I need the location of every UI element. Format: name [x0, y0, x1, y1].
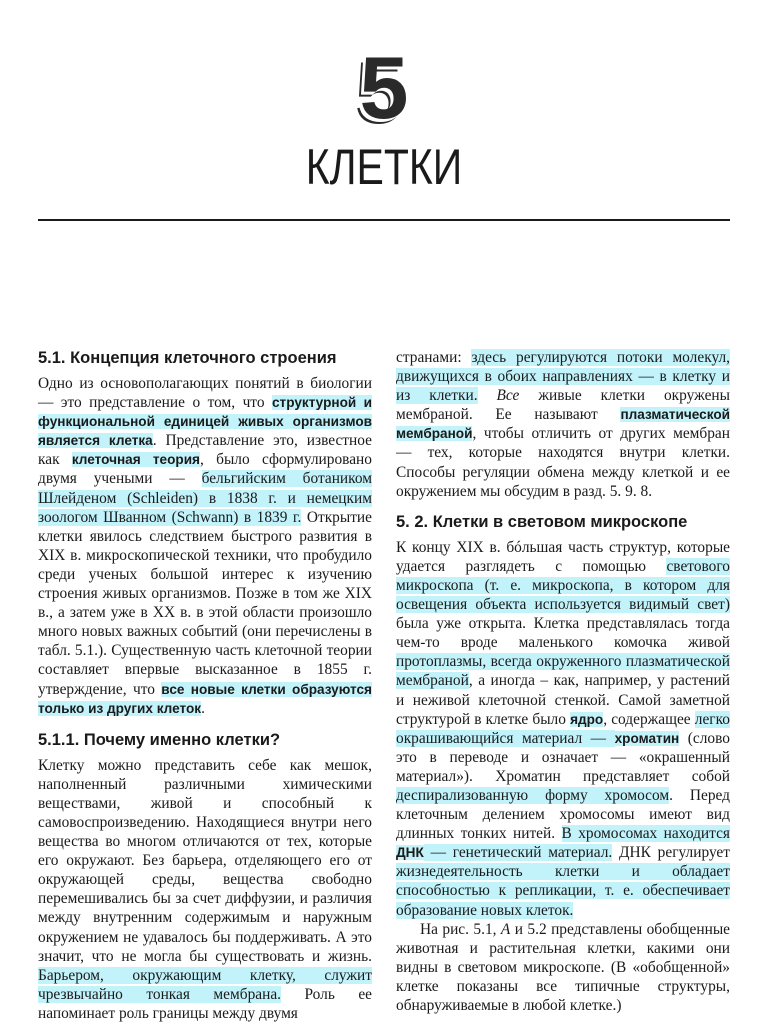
text-run: К концу XIX в. бóльшая часть структур, которые удается разглядеть с помощью: [396, 538, 730, 575]
text-run: .: [201, 699, 205, 717]
title-rule: [38, 219, 730, 221]
highlighted-text: светового микроскопа (т. е. микроскопа, в котором для освещения объекта используется видимый свет): [396, 557, 730, 614]
paragraph: [38, 756, 372, 1023]
section-heading-5-1: 5.1. Концепция клеточного строения: [38, 349, 337, 367]
paragraph: [396, 538, 730, 920]
paragraph: [396, 348, 730, 501]
chapter-number: 5: [359, 38, 409, 137]
text-run: . Представление это, известное как: [38, 432, 372, 469]
highlighted-text: Барьером, окружающим клетку, служит чрезвычайно тонкая мембрана.: [38, 966, 372, 1003]
text-run: и 5.2 представлены обобщенные животная и растительная клетки, какими они видны в световом микроскопе. (В «обобщенной» клетке показаны все типичные структуры, обнаруживаемые в любой клетке.): [396, 920, 730, 1014]
highlighted-text: плазматической мембраной: [396, 407, 730, 442]
text-run: Роль ее напоминает роль границы между двумя: [38, 985, 372, 1022]
right-column: [396, 348, 730, 1015]
text-run: странами:: [396, 349, 472, 366]
text-run: , а иногда – как, например, у растений и неживой клеточной стенкой. Самой заметной структурой в клетке было: [396, 672, 730, 728]
text-run: Одно из основополагающих понятий в биологии — это представление о том, что: [38, 375, 372, 412]
highlighted-text: — генетический материал.: [423, 844, 613, 862]
section-heading-5-2: 5. 2. Клетки в световом микроскопе: [396, 512, 688, 531]
highlighted-text: жизнедеятельность клетки и обладает способностью к репликации, т. е. обеспечивает образование новых клеток.: [396, 863, 730, 919]
left-column: [38, 348, 372, 1023]
text-run: . Перед клеточным делением хромосомы имеют вид длинных тонких нитей.: [396, 786, 730, 843]
highlighted-text: протоплазмы, всегда окруженного плазматической мембраной: [396, 653, 730, 690]
highlighted-text: легко окрашивающийся материал —: [396, 710, 730, 747]
text-run: ДНК регулирует: [612, 844, 730, 862]
text-run: Клетку можно представить себе как мешок, наполненный различными химическими веществами, живой и способный к самовоспроизведению. Находящиеся внутри него вещества во многом отличаются от тех, которые его окружают. Без барьера, отделяющего его от окружающей среды, вещества свободно перемешивались бы за счет диффузии, и различия между внутренним содержимым и наружным окружением не удавалось бы поддерживать. А это значит, что не могла бы существовать и жизнь.: [38, 756, 372, 965]
highlighted-text: все новые клетки образуются только из других клеток: [38, 681, 372, 716]
highlighted-text: хроматин: [614, 730, 680, 746]
text-run: была уже открыта. Клетка представлялась тогда чем-то вроде маленького комочка живой: [396, 615, 730, 652]
text-run: , чтобы отличить от других мембран — тех, которые находятся внутри клетки. Способы регуляции обмена между клеткой и ее окружением мы обсудим в разд. 5. 9. 8.: [396, 425, 730, 500]
highlighted-text: клеточная теория: [71, 452, 200, 468]
text-run: Открытие клетки явилось следствием быстрого развития в XIX в. микроскопической техники, что пробудило среди ученых большой интерес к изучению строения живых организмов. Позже в том же XIX в., а затем уже в XX в. в этой области произошло много новых важных событий (они перечислены в табл. 5.1.). Существенную часть клеточной теории составляет впервые высказанное в 1855 г. утверждение, что: [38, 508, 372, 698]
highlighted-text: ядро: [570, 711, 604, 727]
highlighted-text: здесь регулируются потоки молекул, движущихся в обоих направлениях — в клетку и из клетки.: [396, 349, 730, 405]
text-run: , было сформулировано двумя учеными —: [38, 451, 372, 488]
paragraph: [396, 920, 730, 1015]
text-run: На рис. 5.1,: [420, 920, 501, 938]
highlighted-text: В хромосомах находится: [561, 825, 730, 843]
text-run: , содержащее: [603, 710, 695, 728]
text-run: [478, 387, 497, 404]
paragraph: [38, 374, 372, 718]
section-heading-5-1-1: 5.1.1. Почему именно клетки?: [38, 730, 281, 749]
chapter-title: КЛЕТКИ: [305, 139, 463, 195]
text-run: живые клетки окружены мембраной. Ее называют: [396, 387, 730, 424]
text-run: (слово это в переводе и означает — «окрашенный материал»). Хроматин представляет собой: [396, 729, 730, 785]
highlighted-text: бельгийским ботаником Шлейденом (Schleiden) в 1838 г. и немецким зоологом Шванном (Schwann) в 1839 г.: [38, 470, 373, 526]
highlighted-text: структурной и функциональной единицей живых организмов является клетка: [38, 395, 372, 449]
highlighted-text: ДНК: [396, 845, 424, 861]
text-run: А: [500, 920, 511, 938]
text-run: Все: [496, 387, 520, 405]
highlighted-text: деспирализованную форму хромосом: [396, 786, 670, 804]
